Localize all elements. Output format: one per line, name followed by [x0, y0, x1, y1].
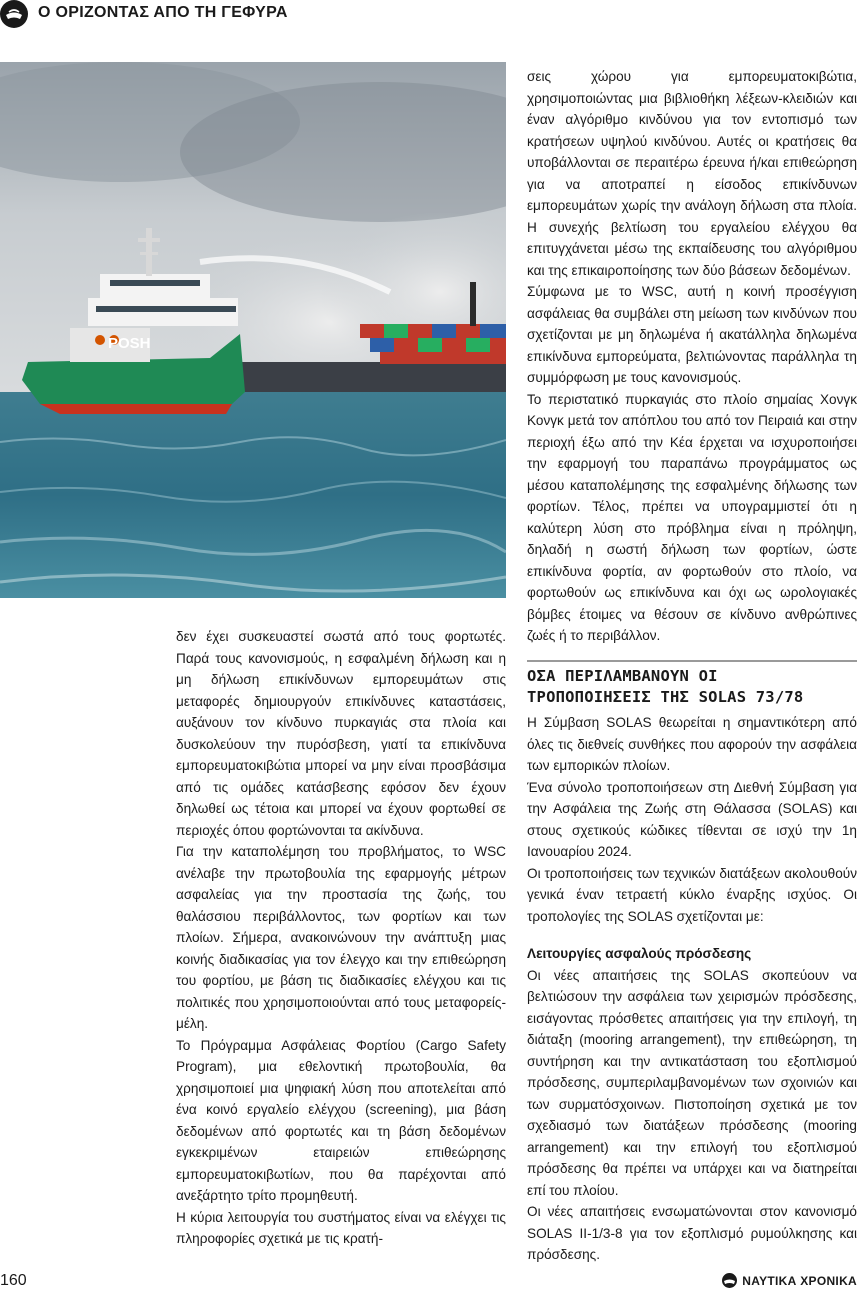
section-title: Ο ΟΡΙΖΟΝΤΑΣ ΑΠΟ ΤΗ ΓΕΦΥΡΑ — [38, 4, 288, 21]
brand-name: ΝΑΥΤΙΚΑ ΧΡΟΝΙΚΑ — [742, 1273, 857, 1288]
ship-hull-lettering: POSH — [108, 335, 151, 352]
paragraph: Οι νέες απαιτήσεις ενσωματώνονται στον κανονισμό SOLAS II-1/3-8 για τον εξοπλισμό ρυμούλκησης και πρόσδεσης. — [527, 1204, 857, 1262]
article-right-column — [527, 66, 857, 647]
paragraph: Οι τροποποιήσεις των τεχνικών διατάξεων ακολουθούν γενικά έναν τετραετή κύκλο έναρξης ισχύος. Οι τροπολογίες της SOLAS σχετίζονται με: — [527, 865, 857, 924]
paragraph: Η Σύμβαση SOLAS θεωρείται η σημαντικότερη από όλες τις διεθνείς συνθήκες που αφορούν την ασφάλεια των εμπορικών πλοίων. — [527, 715, 857, 773]
brand-logo-icon — [722, 1273, 737, 1288]
solas-section-body — [527, 712, 857, 1266]
paragraph: δεν έχει συσκευαστεί σωστά από τους φορτωτές. Παρά τους κανονισμούς, η εσφαλμένη δήλωση και η μη δήλωση επικίνδυνων εμπορευμάτων στις μεταφορές δημιουργούν επικίνδυνες καταστάσεις, αυξάνουν τον κίνδυνο πυρκαγιάς στα πλοία και δυσκολεύουν την πυρόσβεση, γιατί τα επικίνδυνα εμπορευματοκιβώτια μπορεί να μην είναι προσβάσιμα από τις ομάδες κατάσβεσης εφόσον δεν έχουν δηλωθεί ως τέτοια και μπορεί να έχουν φορτωθεί σε περιοχές όπου φορτώνονται τα ακίνδυνα. — [176, 629, 506, 838]
paragraph: σεις χώρου για εμπορευματοκιβώτια, χρησιμοποιώντας μια βιβλιοθήκη λέξεων-κλειδιών και έναν αλγόριθμο κινδύνου για τον εντοπισμό των κρατήσεων υψηλού κινδύνου. Αυτές οι κρατήσεις θα υποβάλλονται σε περαιτέρω έρευνα ή/και επιθεώρηση για να αποτραπεί η είσοδος επικίνδυνων εμπορευμάτων χωρίς την ανάλογη δήλωση στα πλοία. Η συνεχής βελτίωση του εργαλείου ελέγχου θα επιτυγχάνεται μέσω της εκπαίδευσης του αλγόριθμου και της επικαιροποίησης των δύο βάσεων δεδομένων. — [527, 69, 857, 278]
section-header — [0, 0, 857, 30]
paragraph: Για την καταπολέμηση του προβλήματος, το WSC ανέλαβε την πρωτοβουλία της εφαρμογής μέτρων ασφαλείας για την προστασία της ζωής, του θαλάσσιου περιβάλλοντος, των φορτίων και των πλοίων. Σήμερα, ανακοινώνουν την ανάπτυξη μιας κοινής διαδικασίας για τον έλεγχο και την επιθεώρηση του φορτίου, με βάση τις διαδικασίες ελέγχου και τις πολιτικές που χρησιμοποιούνται από τους μεταφορείς-μέλη. — [176, 844, 506, 1031]
solas-heading-line-1: ΟΣΑ ΠΕΡΙΛΑΜΒΑΝΟΥΝ ΟΙ — [527, 667, 718, 685]
mooring-subheading: Λειτουργίες ασφαλούς πρόσδεσης — [527, 946, 752, 961]
paragraph: Σύμφωνα με το WSC, αυτή η κοινή προσέγγιση ασφάλειας θα συμβάλει στη μείωση των κινδύνων που σχετίζονται με μη δηλωμένα ή ακατάλληλα δηλωμένα επικίνδυνα εμπορεύματα, βελτιώνοντας παράλληλα τη συμμόρφωση με τους κανονισμούς. — [527, 284, 857, 385]
magazine-logo-icon — [0, 0, 28, 28]
section-divider — [527, 660, 857, 662]
solas-section-heading — [527, 666, 857, 708]
paragraph: Το Πρόγραμμα Ασφάλειας Φορτίου (Cargo Safety Program), μια εθελοντική πρωτοβουλία, θα χρησιμοποιεί μια ψηφιακή λύση που αποτελείται από ένα κοινό εργαλείο ελέγχου (screening), μια βάση δεδομένων από φορτωτές και τη βάση δεδομένων εγκεκριμένων εταιρειών επιθεώρησης εμπορευματοκιβωτίων, που θα παρέχονται από ανεξάρτητο τρίτο προμηθευτή. — [176, 1037, 506, 1203]
ship-firefighting-photo — [0, 62, 506, 598]
footer-brand — [722, 1273, 857, 1288]
solas-heading-line-2: ΤΡΟΠΟΠΟΙΗΣΕΙΣ ΤΗΣ SOLAS 73/78 — [527, 688, 804, 706]
paragraph: Οι νέες απαιτήσεις της SOLAS σκοπεύουν να βελτιώσουν την ασφάλεια των χειρισμών πρόσδεσης, εισάγοντας πρόσθετες απαιτήσεις για την επιλογή, τη διάταξη (mooring arrangement), την επιθεώρηση, τη συντήρηση και την αντικατάσταση του εξοπλισμού πρόσδεσης, συμπεριλαμβανομένων των σχοινιών και των συρματόσχοινων. Πιστοποίηση σχετικά με τον σχεδιασμό των διατάξεων πρόσδεσης (mooring arrangement) και την επιλογή του εξοπλισμού πρόσδεσης θα πρέπει να υπάρχει και να διατηρείται επί του πλοίου. — [527, 967, 857, 1198]
paragraph: Η κύρια λειτουργία του συστήματος είναι να ελέγχει τις πληροφορίες σχετικά με τις κρατή- — [176, 1209, 506, 1246]
page-number: 160 — [0, 1272, 27, 1289]
paragraph: Το περιστατικό πυρκαγιάς στο πλοίο σημαίας Χονγκ Κονγκ μετά τον απόπλου του από τον Πειραιά και στην περιοχή έξω από την Κέα έρχεται να ισχυροποιήσει την εφαρμογή του παραπάνω προγράμματος ως μέσου καταπολέμησης της εσφαλμένης δήλωσης των φορτίων. Τέλος, πρέπει να υπογραμμιστεί ότι η καλύτερη λύση στο πρόβλημα είναι η πρόληψη, δηλαδή η σωστή δήλωση των φορτίων, ώστε επικίνδυνα φορτία, αν φορτωθούν στο πλοίο, να φορτωθούν ως επικίνδυνα και όχι ως ωρολογιακές βόμβες έτοιμες να θέσουν σε κίνδυνο ανθρώπινες ζωές ή το περιβάλλον. — [527, 391, 857, 643]
article-left-column — [176, 626, 506, 1250]
paragraph: Ένα σύνολο τροποποιήσεων στη Διεθνή Σύμβαση για την Ασφάλεια της Ζωής στη Θάλασσα (SOLAS) και στους σχετικούς κώδικες τίθενται σε ισχύ την 1η Ιανουαρίου 2024. — [527, 779, 857, 859]
